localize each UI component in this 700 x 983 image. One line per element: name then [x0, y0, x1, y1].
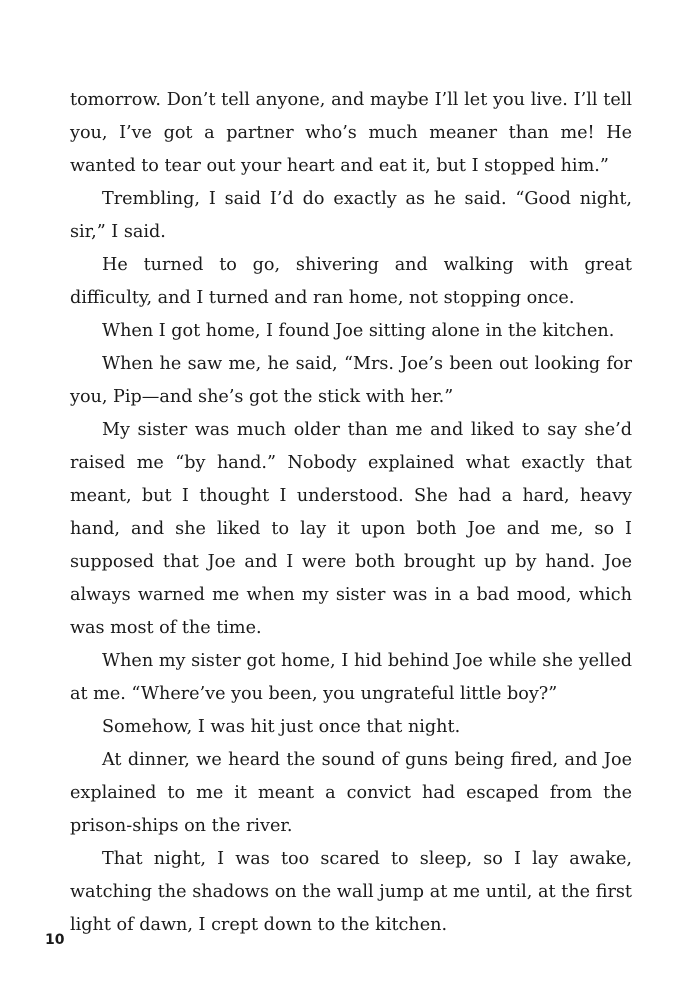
paragraph-1: tomorrow. Don’t tell anyone, and maybe I’ll let you live. I’ll tell you, I’ve got a partner who’s much meaner than me! He wanted to tear out your heart and eat it, but I stopped him.”: [70, 90, 632, 176]
page-number: 10: [45, 932, 65, 948]
paragraph-3: He turned to go, shivering and walking with great difficulty, and I turned and ran home, not stopping once.: [70, 255, 632, 308]
paragraph-8: Somehow, I was hit just once that night.: [102, 717, 461, 737]
paragraph-5: When he saw me, he said, “Mrs. Joe’s been out looking for you, Pip—and she’s got the stick with her.”: [70, 354, 632, 407]
paragraph-6: My sister was much older than me and liked to say she’d raised me “by hand.” Nobody explained what exactly that meant, but I thought I understood. She had a hard, heavy hand, and she liked to lay it upon both Joe and me, so I supposed that Joe and I were both brought up by hand. Joe always warned me when my sister was in a bad mood, which was most of the time.: [70, 420, 632, 638]
page-body: [70, 84, 632, 942]
paragraph-10: That night, I was too scared to sleep, so I lay awake, watching the shadows on the wall jump at me until, at the first light of dawn, I crept down to the kitchen.: [70, 849, 632, 935]
paragraph-4: When I got home, I found Joe sitting alone in the kitchen.: [102, 321, 615, 341]
paragraph-9: At dinner, we heard the sound of guns being fired, and Joe explained to me it meant a convict had escaped from the prison-ships on the river.: [70, 750, 632, 836]
paragraph-7: When my sister got home, I hid behind Joe while she yelled at me. “Where’ve you been, you ungrateful little boy?”: [70, 651, 632, 704]
paragraph-2: Trembling, I said I’d do exactly as he said. “Good night, sir,” I said.: [70, 189, 632, 242]
